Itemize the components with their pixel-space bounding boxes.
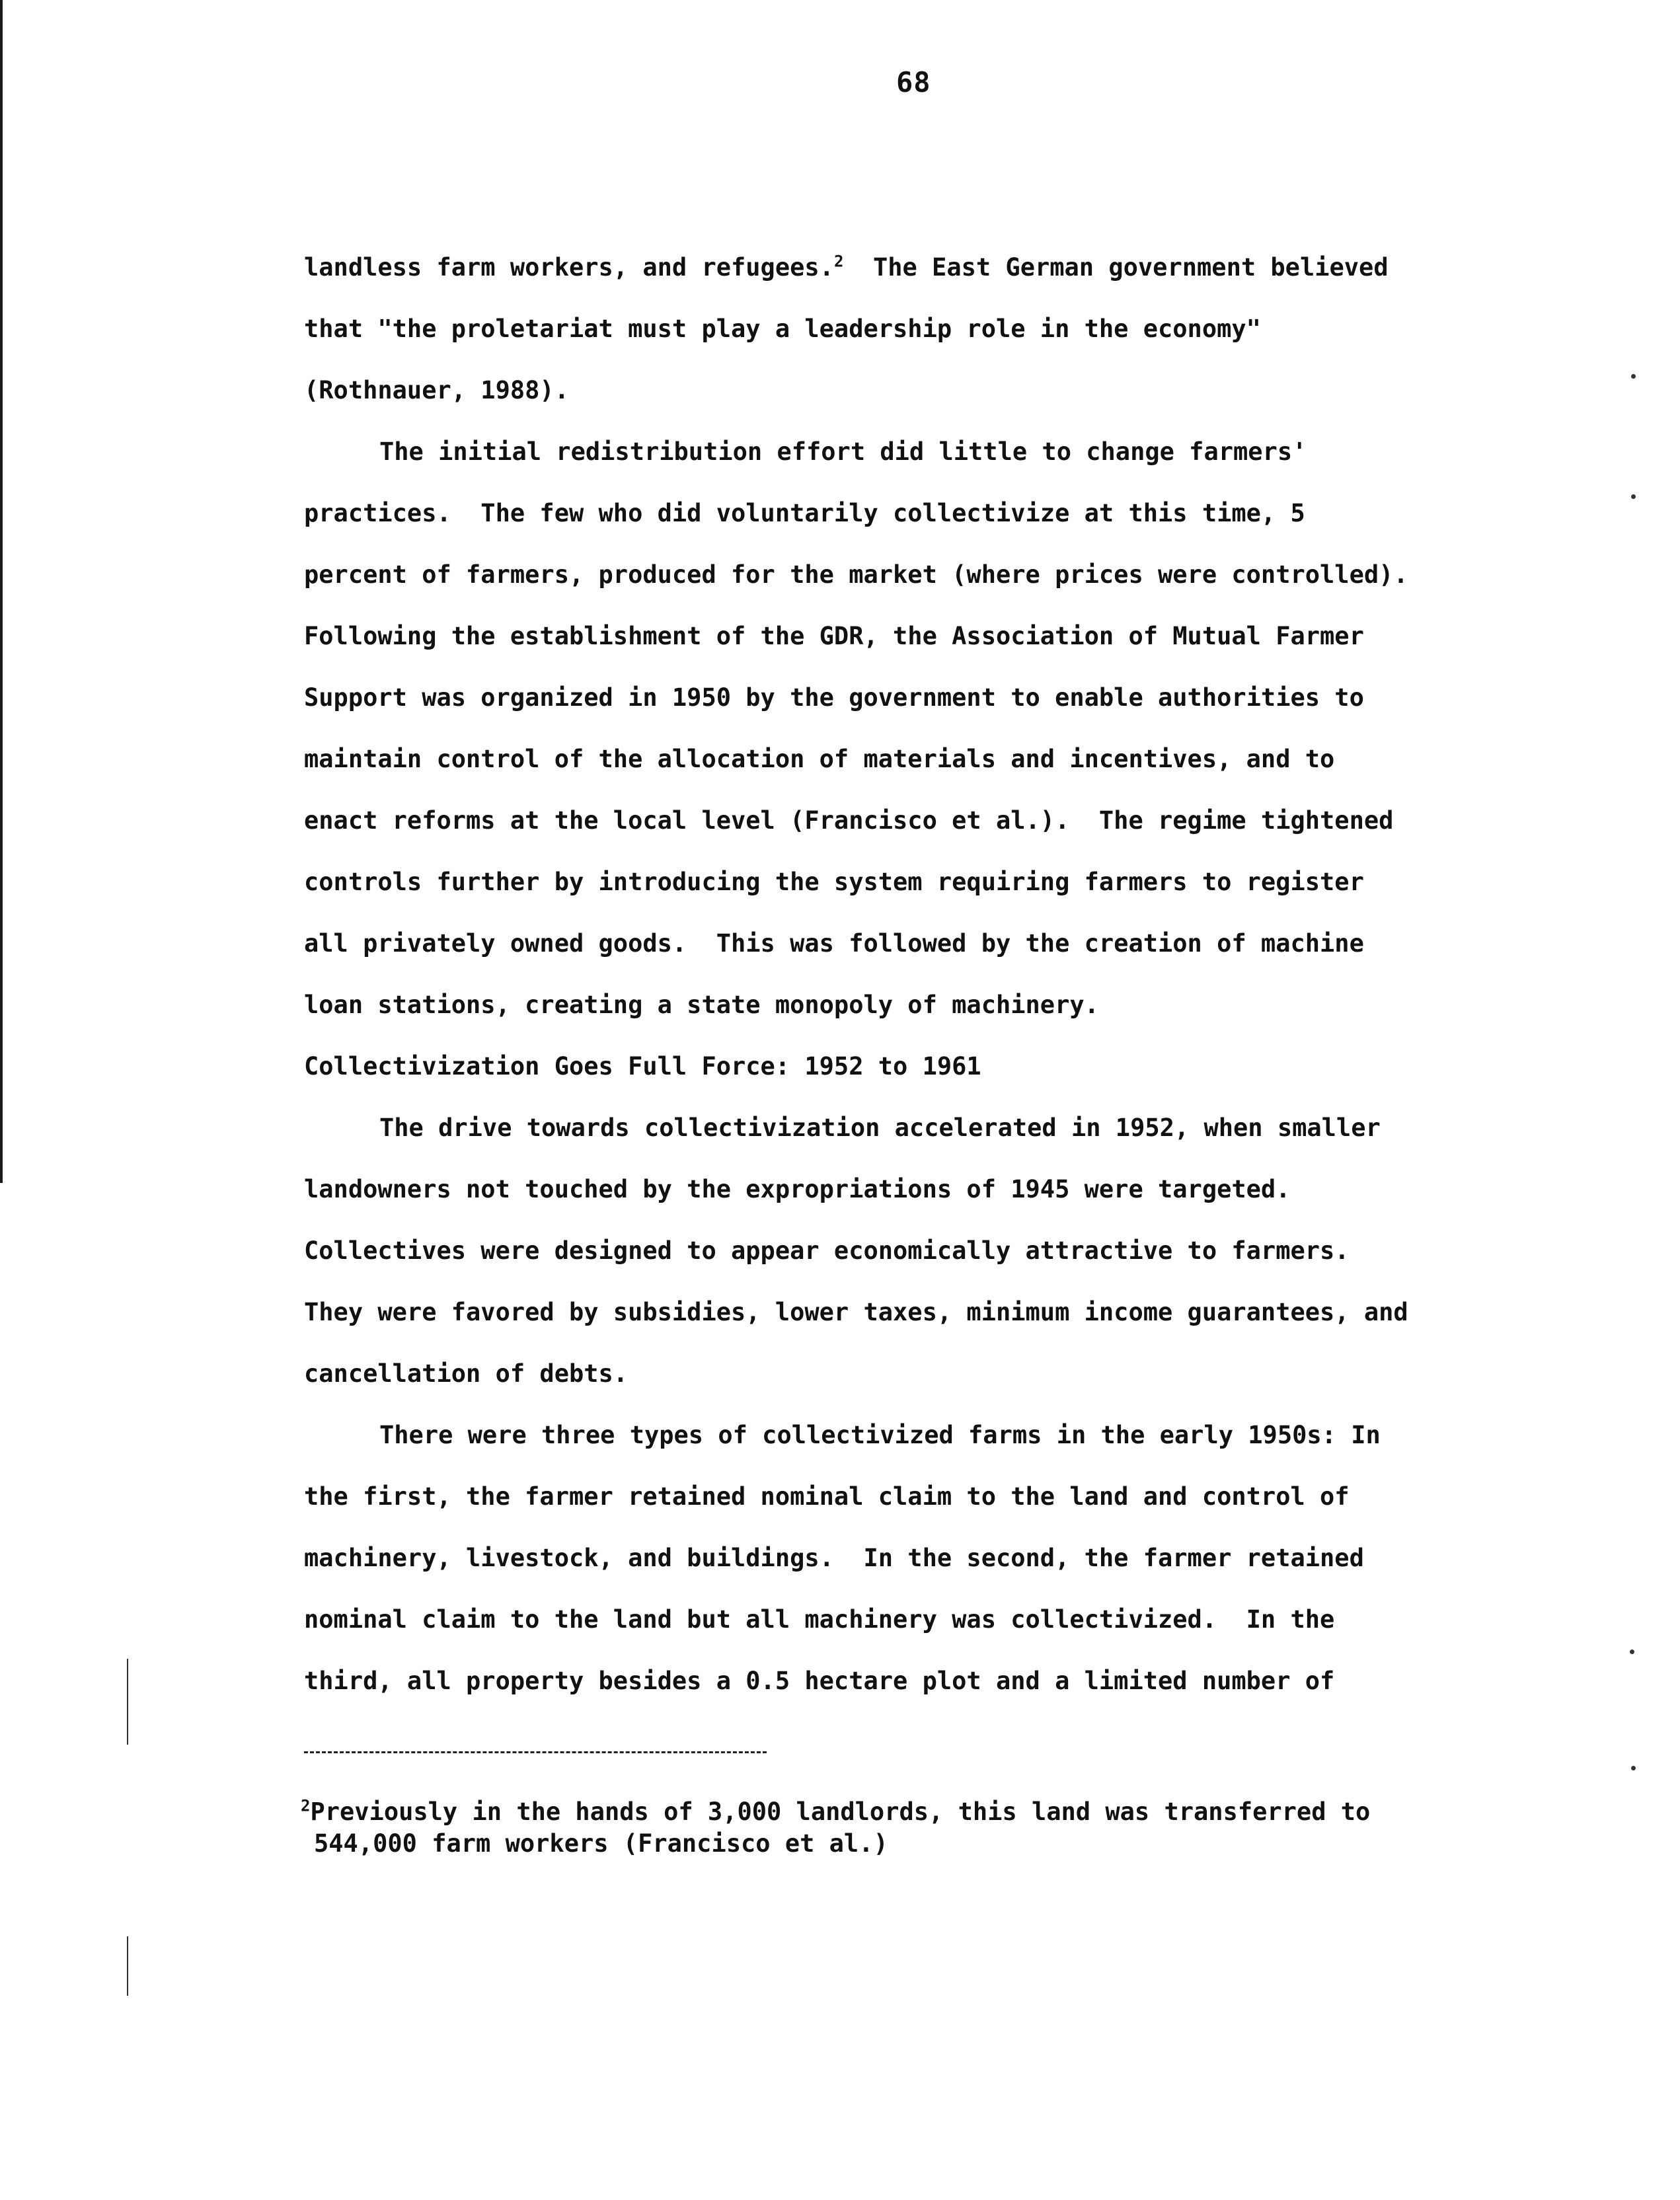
text-line bbox=[304, 1527, 1494, 1589]
line-text: maintain control of the allocation of materials and incentives, and to bbox=[304, 745, 1335, 773]
line-text: (Rothnauer, 1988). bbox=[304, 376, 569, 404]
line-text: The East German government believed bbox=[843, 253, 1389, 282]
text-line bbox=[304, 1589, 1494, 1650]
text-line bbox=[304, 421, 1494, 482]
text-line bbox=[304, 544, 1494, 605]
text-line bbox=[304, 1343, 1494, 1404]
text-line bbox=[304, 1158, 1494, 1220]
line-text: the first, the farmer retained nominal claim to the land and control of bbox=[304, 1482, 1350, 1511]
text-line bbox=[304, 1650, 1494, 1712]
text-line bbox=[304, 1097, 1494, 1158]
line-text: enact reforms at the local level (Francisco et al.). The regime tightened bbox=[304, 806, 1394, 835]
scan-speck bbox=[1630, 1650, 1634, 1654]
body-text bbox=[304, 237, 1494, 1712]
footnote-line bbox=[301, 1828, 1490, 1860]
text-line bbox=[304, 298, 1494, 360]
scan-margin-mark bbox=[127, 1936, 128, 1996]
line-text: nominal claim to the land but all machinery was collectivized. In the bbox=[304, 1605, 1335, 1634]
scan-margin-mark bbox=[127, 1659, 128, 1745]
footnote-reference: 2 bbox=[833, 252, 844, 271]
line-text: Collectivization Goes Full Force: 1952 to 1961 bbox=[304, 1052, 981, 1081]
line-text: that "the proletariat must play a leadership role in the economy" bbox=[304, 315, 1261, 343]
footnote-text: Previously in the hands of 3,000 landlords, this land was transferred to bbox=[310, 1798, 1371, 1826]
text-line bbox=[304, 728, 1494, 790]
text-line bbox=[304, 974, 1494, 1036]
line-text: They were favored by subsidies, lower taxes, minimum income guarantees, and bbox=[304, 1298, 1408, 1326]
line-text: The drive towards collectivization accelerated in 1952, when smaller bbox=[379, 1114, 1381, 1142]
text-line bbox=[304, 667, 1494, 728]
line-text: landowners not touched by the expropriations of 1945 were targeted. bbox=[304, 1175, 1291, 1203]
text-line bbox=[304, 1404, 1494, 1466]
line-text: third, all property besides a 0.5 hectare plot and a limited number of bbox=[304, 1667, 1335, 1695]
text-line bbox=[304, 1466, 1494, 1527]
footnote-line bbox=[301, 1796, 1490, 1828]
text-line bbox=[304, 1220, 1494, 1281]
line-text: cancellation of debts. bbox=[304, 1359, 629, 1388]
line-text: practices. The few who did voluntarily collectivize at this time, 5 bbox=[304, 499, 1305, 527]
scan-speck bbox=[1631, 374, 1636, 379]
line-text: Collectives were designed to appear economically attractive to farmers. bbox=[304, 1236, 1350, 1265]
scan-left-edge bbox=[0, 0, 3, 1183]
text-line bbox=[304, 360, 1494, 421]
footnote-marker: 2 bbox=[301, 1796, 311, 1815]
section-heading bbox=[304, 1036, 1494, 1097]
text-line bbox=[304, 237, 1494, 298]
line-text: There were three types of collectivized farms in the early 1950s: In bbox=[379, 1421, 1381, 1449]
line-text: Following the establishment of the GDR, the Association of Mutual Farmer bbox=[304, 622, 1364, 650]
footnote bbox=[301, 1796, 1490, 1860]
text-line bbox=[304, 482, 1494, 544]
footnote-separator bbox=[304, 1751, 767, 1753]
text-line bbox=[304, 790, 1494, 851]
scan-speck bbox=[1631, 1766, 1636, 1770]
line-text: The initial redistribution effort did little to change farmers' bbox=[379, 437, 1307, 466]
text-line bbox=[304, 1281, 1494, 1343]
line-text: landless farm workers, and refugees. bbox=[304, 253, 834, 282]
line-text: all privately owned goods. This was followed by the creation of machine bbox=[304, 929, 1364, 958]
scan-speck bbox=[1631, 494, 1636, 499]
line-text: controls further by introducing the system requiring farmers to register bbox=[304, 868, 1364, 896]
text-line bbox=[304, 913, 1494, 974]
line-text: percent of farmers, produced for the market (where prices were controlled). bbox=[304, 560, 1408, 589]
line-text: loan stations, creating a state monopoly of machinery. bbox=[304, 991, 1099, 1019]
line-text: machinery, livestock, and buildings. In the second, the farmer retained bbox=[304, 1544, 1364, 1572]
footnote-text: 544,000 farm workers (Francisco et al.) bbox=[314, 1829, 888, 1858]
line-text: Support was organized in 1950 by the government to enable authorities to bbox=[304, 683, 1364, 712]
page-number: 68 bbox=[896, 66, 931, 98]
text-line bbox=[304, 851, 1494, 913]
text-line bbox=[304, 605, 1494, 667]
